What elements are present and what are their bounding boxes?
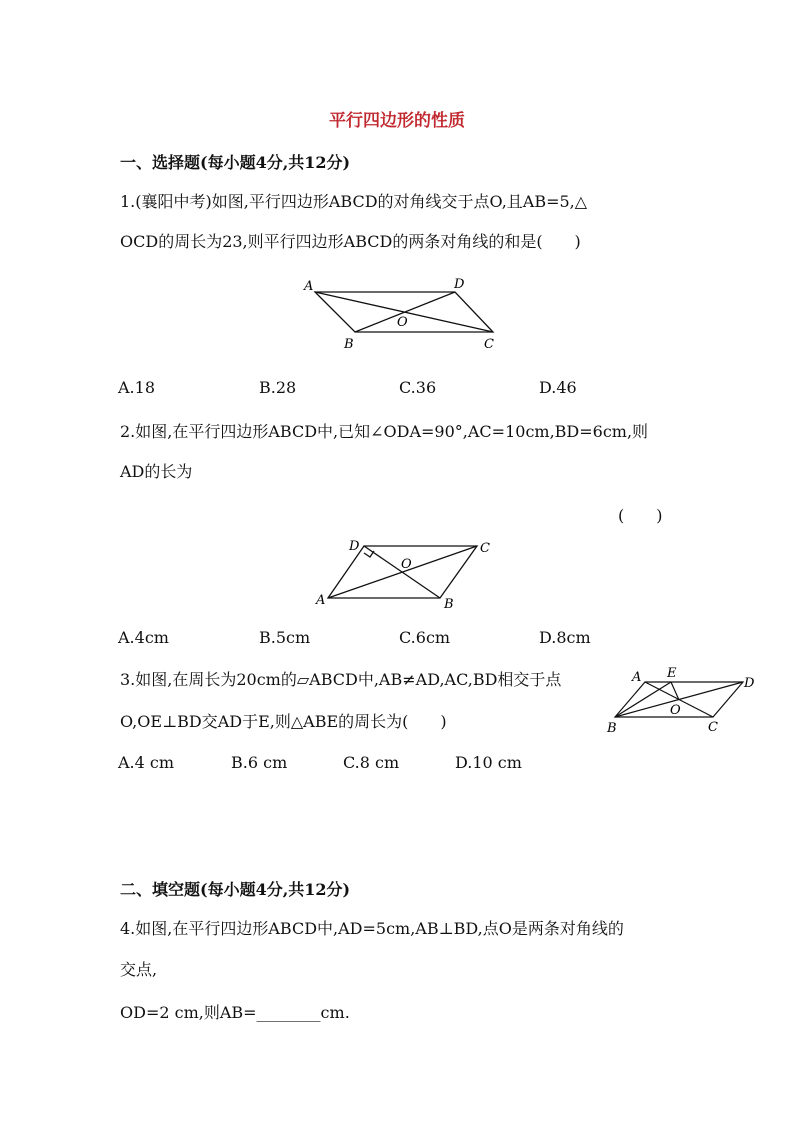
figure-label-b: B — [607, 721, 617, 736]
question-3-option-a[interactable]: A.4 cm — [118, 753, 175, 772]
question-1-figure — [300, 272, 510, 354]
question-3-line-2: O,OE⊥BD交AD于E,则△ABE的周长为( ) — [120, 712, 447, 731]
page-title: 平行四边形的性质 — [329, 111, 465, 131]
figure-label-d: D — [454, 277, 465, 292]
figure-label-c: C — [480, 541, 490, 556]
figure-label-d: D — [349, 539, 360, 554]
question-1-line-1: 1.(襄阳中考)如图,平行四边形ABCD的对角线交于点O,且AB=5,△ — [120, 192, 588, 211]
question-1-option-b[interactable]: B.28 — [259, 378, 297, 397]
question-3-option-d[interactable]: D.10 cm — [455, 753, 522, 772]
question-2-line-1: 2.如图,在平行四边形ABCD中,已知∠ODA=90°,AC=10cm,BD=6cm,则 — [120, 422, 649, 441]
figure-label-o: O — [397, 315, 408, 330]
figure-label-o: O — [401, 557, 412, 572]
question-1-option-c[interactable]: C.36 — [399, 378, 437, 397]
figure-label-o: O — [670, 703, 681, 718]
question-2-option-b[interactable]: B.5cm — [259, 628, 311, 647]
question-2-figure — [312, 536, 498, 612]
question-2-line-2: AD的长为 — [120, 462, 193, 481]
question-3-option-c[interactable]: C.8 cm — [343, 753, 400, 772]
figure-label-c: C — [708, 720, 718, 735]
figure-label-a: A — [304, 279, 314, 294]
question-2-option-a[interactable]: A.4cm — [118, 628, 169, 647]
figure-label-b: B — [344, 337, 354, 352]
question-2-answer-bracket: ( ) — [618, 506, 663, 525]
figure-label-e: E — [667, 666, 677, 681]
section-heading-fill: 二、填空题(每小题4分,共12分) — [120, 880, 351, 899]
question-1-option-d[interactable]: D.46 — [539, 378, 577, 397]
figure-label-a: A — [316, 593, 326, 608]
question-2-option-c[interactable]: C.6cm — [399, 628, 451, 647]
question-1-line-2: OCD的周长为23,则平行四边形ABCD的两条对角线的和是( ) — [120, 232, 581, 251]
figure-label-d: D — [744, 676, 755, 691]
figure-label-c: C — [484, 337, 494, 352]
question-3-figure — [600, 665, 760, 737]
section-heading-choice: 一、选择题(每小题4分,共12分) — [120, 153, 351, 172]
question-3-option-b[interactable]: B.6 cm — [231, 753, 288, 772]
figure-label-b: B — [444, 597, 454, 612]
question-2-option-d[interactable]: D.8cm — [539, 628, 591, 647]
question-4-line-2: 交点, — [120, 960, 158, 979]
question-3-line-1: 3.如图,在周长为20cm的▱ABCD中,AB≠AD,AC,BD相交于点 — [120, 670, 562, 689]
question-4-line-1: 4.如图,在平行四边形ABCD中,AD=5cm,AB⊥BD,点O是两条对角线的 — [120, 919, 624, 938]
question-4-line-3: OD=2 cm,则AB=________cm. — [120, 1003, 350, 1022]
figure-label-a: A — [632, 670, 642, 685]
question-1-option-a[interactable]: A.18 — [118, 378, 155, 397]
